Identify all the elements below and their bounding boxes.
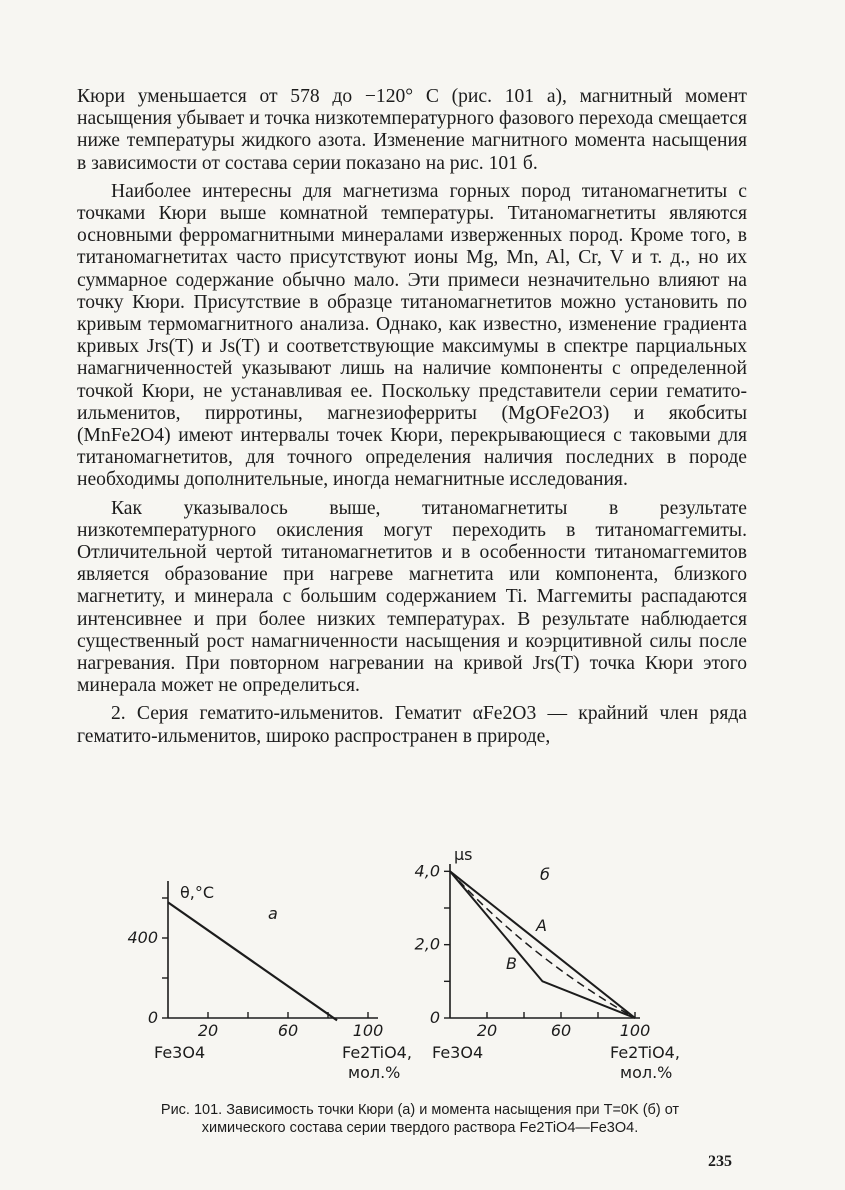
chart-b-series-a-label: А	[536, 916, 547, 935]
chart-b-ylabel: μs	[454, 845, 473, 864]
caption-line-2: химического состава серии твердого раствора Fe2TiO4—Fe3O4.	[201, 1120, 639, 1136]
page-number: 235	[708, 1153, 732, 1170]
chart-a-y-tick-label: 0	[147, 1008, 158, 1027]
paragraph-4: 2. Серия гематито-ильменитов. Гематит αFe2O3 — крайний член ряда гематито-ильменитов, широко распространен в природе,	[77, 703, 747, 747]
chart-b	[415, 845, 680, 1082]
figure-svg	[120, 836, 730, 1092]
caption-line-1: Рис. 101. Зависимость точки Кюри (а) и момента насыщения при T=0K (б) от	[160, 1102, 680, 1118]
chart-a-x-tick-label: 100	[352, 1021, 384, 1040]
figure-101	[120, 836, 730, 1092]
chart-a-x-unit: мол.%	[348, 1063, 401, 1082]
chart-b-x-unit: мол.%	[620, 1063, 673, 1082]
figure-caption	[70, 1101, 770, 1137]
chart-a-panel-label: а	[268, 904, 278, 923]
chart-b-x-tick-label: 60	[550, 1021, 572, 1040]
chart-a	[127, 881, 411, 1082]
paragraph-1: Кюри уменьшается от 578 до −120° С (рис. 101 а), магнитный момент насыщения убывает и точка низкотемпературного фазового перехода смещается ниже температуры жидкого азота. Изменение магнитного момента насыщения в зависимости от состава серии показано на рис. 101 б.	[77, 86, 747, 174]
chart-a-series-line	[168, 902, 337, 1020]
paragraph-2: Наиболее интересны для магнетизма горных пород титаномагнетиты с точками Кюри выше комнатной температуры. Титаномагнетиты являются основными ферромагнитными минералами изверженных пород. Кроме того, в титаномагнетитах часто присутствуют ионы Mg, Mn, Al, Cr, V и т. д., но их суммарное содержание обычно мало. Эти примеси незначительно влияют на точку Кюри. Присутствие в образце титаномагнетитов можно установить по кривым термомагнитного анализа. Однако, как известно, изменение градиента кривых Jrs(T) и Js(T) и соответствующие максимумы в спектре парциальных намагниченностей указывают лишь на наличие компоненты с определенной точкой Кюри, не устанавливая ее. Поскольку представители серии гематито-ильменитов, пирротины, магнезиоферриты (MgOFe2O3) и якобситы (MnFe2O4) имеют интервалы точек Кюри, перекрывающиеся с таковыми для титаномагнетитов, для точного определения наличия последних в породе необходимы дополнительные, иногда немагнитные исследования.	[77, 180, 747, 491]
chart-a-x-tick-label: 20	[197, 1021, 219, 1040]
chart-a-ylabel: θ,°С	[180, 883, 215, 902]
chart-a-x-left-label: Fe3O4	[154, 1043, 206, 1062]
chart-b-y-tick-label: 0	[429, 1008, 440, 1027]
chart-b-x-right-label: Fe2TiO4,	[610, 1043, 680, 1062]
chart-b-x-tick-label: 100	[619, 1021, 651, 1040]
paragraph-3: Как указывалось выше, титаномагнетиты в результате низкотемпературного окисления могут переходить в титаномаггемиты. Отличительной чертой титаномагнетитов и в особенности титаномаггемитов является образование при нагреве магнетита или компонента, близкого магнетиту, и минерала с большим содержанием Ti. Маггемиты распадаются интенсивнее и при более низких температурах. В результате наблюдается существенный рост намагниченности насыщения и коэрцитивной силы после нагревания. При повторном нагревании на кривой Jrs(T) точка Кюри этого минерала может не определиться.	[77, 497, 747, 697]
chart-b-series-b-label: В	[506, 954, 517, 973]
chart-b-x-left-label: Fe3O4	[432, 1043, 484, 1062]
body-text	[77, 86, 747, 754]
chart-b-panel-label: б	[540, 865, 550, 884]
chart-a-y-tick-label: 400	[127, 928, 158, 947]
chart-b-series-a-line	[450, 871, 635, 1018]
chart-a-x-right-label: Fe2TiO4,	[342, 1043, 412, 1062]
chart-a-x-tick-label: 60	[277, 1021, 299, 1040]
chart-b-x-tick-label: 20	[476, 1021, 498, 1040]
chart-b-y-tick-label: 2,0	[414, 934, 440, 954]
chart-b-y-tick-label: 4,0	[414, 861, 440, 881]
